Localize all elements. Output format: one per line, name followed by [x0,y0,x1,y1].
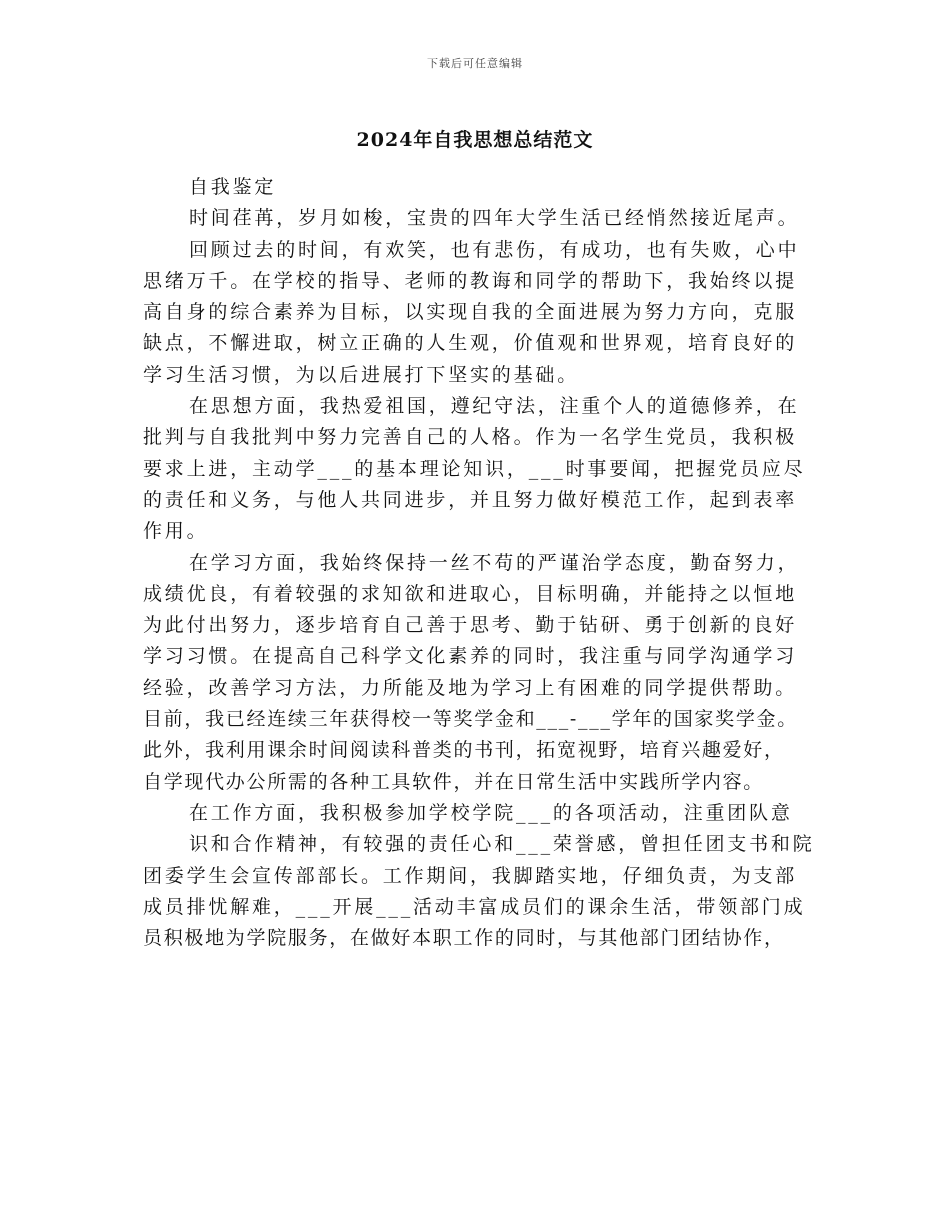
body-line: 自学现代办公所需的各种工具软件，并在日常生活中实践所学内容。 [143,770,765,793]
body-line: 批判与自我批判中努力完善自己的人格。作为一名学生党员，我积极 [143,426,798,449]
body-line: 目前，我已经连续三年获得校一等奖学金和___-___学年的国家奖学金。 [143,708,798,731]
document-title: 2024年自我思想总结范文 [356,129,594,151]
body-line: 在工作方面，我积极参加学校学院___的各项活动，注重团队意 [189,801,793,824]
body-line: 学习习惯。在提高自己科学文化素养的同时，我注重与同学沟通学习 [143,645,798,668]
body-line: 时间荏苒，岁月如梭，宝贵的四年大学生活已经悄然接近尾声。 [189,207,800,230]
body-line: 在学习方面，我始终保持一丝不苟的严谨治学态度，勤奋努力， [189,551,800,574]
body-line: 此外，我利用课余时间阅读科普类的书刊，拓宽视野，培育兴趣爱好， [143,739,785,762]
body-line: 识和合作精神，有较强的责任心和___荣誉感，曾担任团支书和院 [189,833,815,856]
body-line: 自我鉴定 [189,176,277,198]
body-line: 高自身的综合素养为目标，以实现自我的全面进展为努力方向，克服 [143,301,798,324]
body-line: 团委学生会宣传部部长。工作期间，我脚踏实地，仔细负责，为支部 [143,864,798,887]
body-line: 思绪万千。在学校的指导、老师的教诲和同学的帮助下，我始终以提 [143,269,798,292]
body-line: 回顾过去的时间，有欢笑，也有悲伤，有成功，也有失败，心中 [189,238,800,261]
header-note: 下载后可任意编辑 [427,57,523,70]
body-line: 在思想方面，我热爱祖国，遵纪守法，注重个人的道德修养，在 [189,395,800,418]
body-line: 成员排忧解难，___开展___活动丰富成员们的课余生活，带领部门成 [143,895,806,918]
body-line: 为此付出努力，逐步培育自己善于思考、勤于钻研、勇于创新的良好 [143,614,798,637]
body-line: 员积极地为学院服务，在做好本职工作的同时，与其他部门团结协作， [143,927,785,950]
body-line: 作用。 [143,520,209,543]
body-line: 缺点，不懈进取，树立正确的人生观，价值观和世界观，培育良好的 [143,332,798,355]
document-body [143,172,833,954]
body-line: 成绩优良，有着较强的求知欲和进取心，目标明确，并能持之以恒地 [143,582,798,605]
body-line: 要求上进，主动学___的基本理论知识，___时事要闻，把握党员应尽 [143,457,806,480]
body-line: 经验，改善学习方法，力所能及地为学习上有困难的同学提供帮助。 [143,676,798,699]
body-line: 学习生活习惯，为以后进展打下坚实的基础。 [143,363,580,386]
body-line: 的责任和义务，与他人共同进步，并且努力做好模范工作，起到表率 [143,488,798,511]
